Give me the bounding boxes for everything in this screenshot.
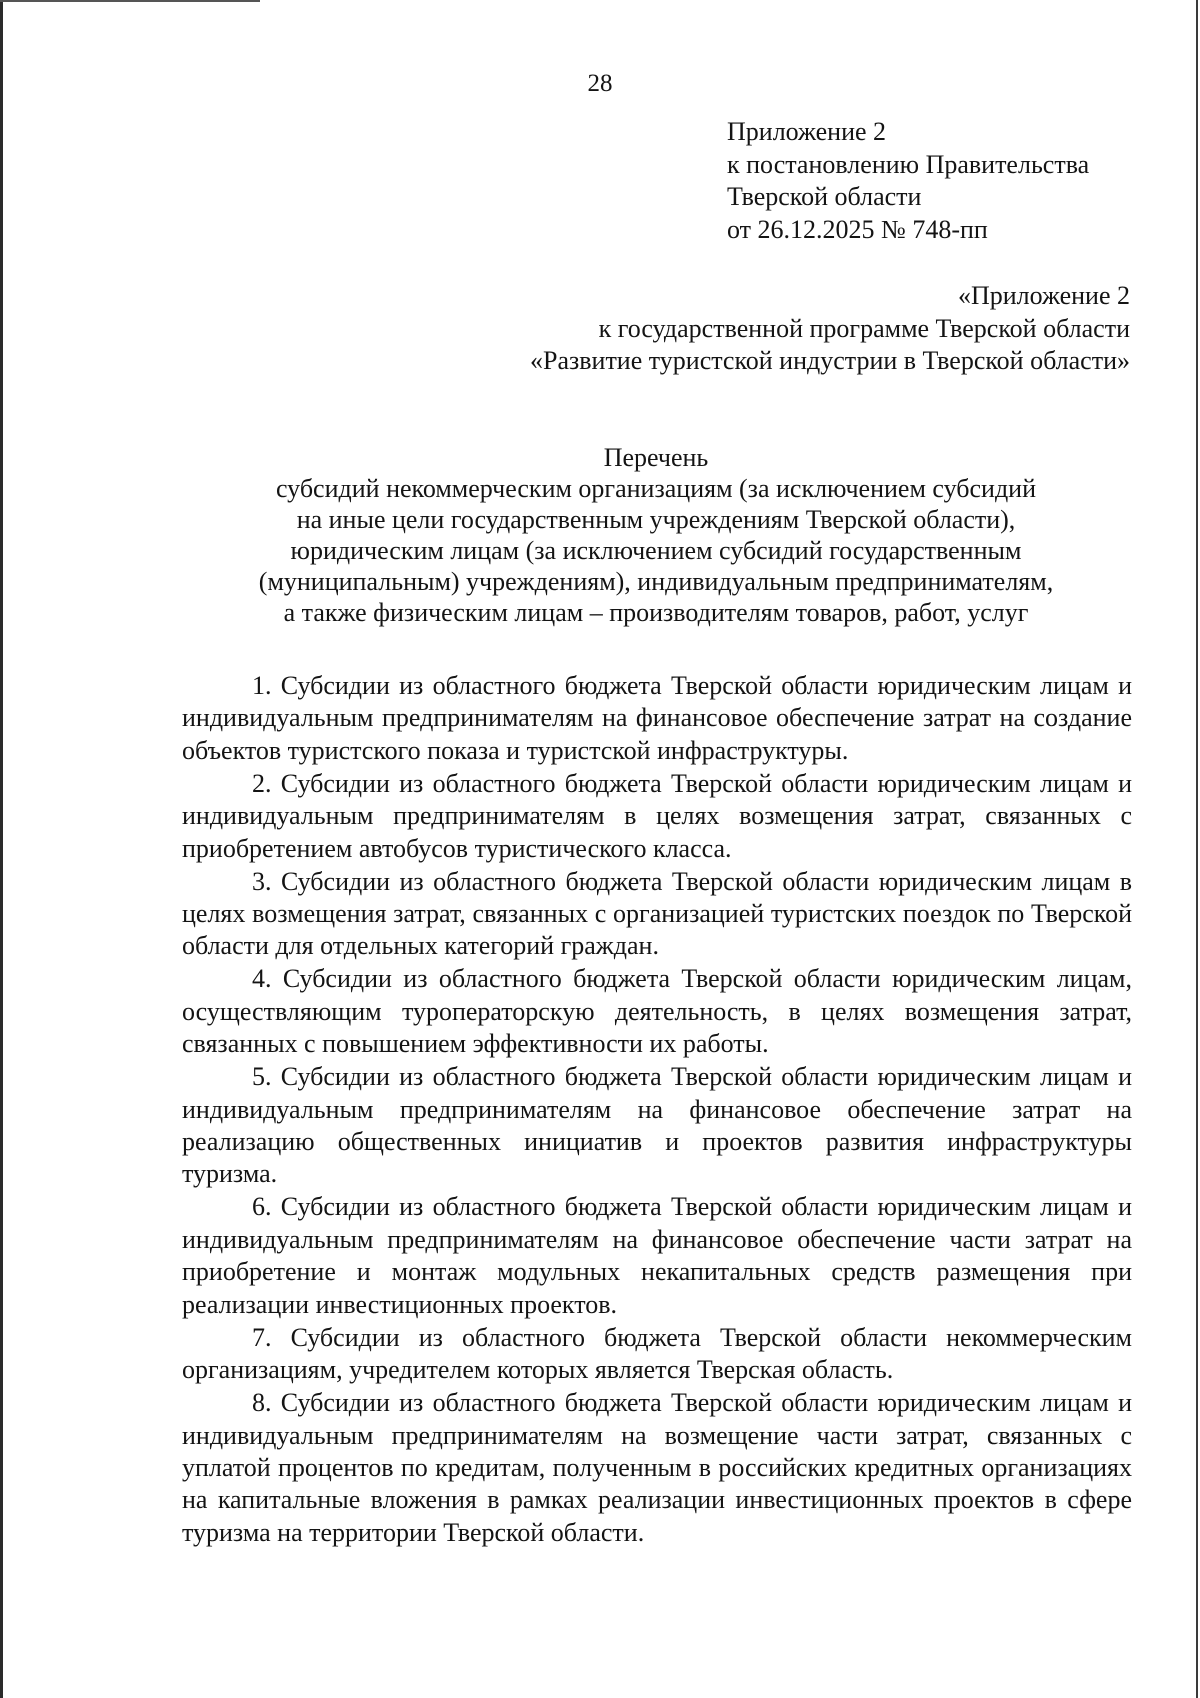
list-item: 8. Субсидии из областного бюджета Тверской области юридическим лицам и индивидуальным предпринимателям на возмещение части затрат, связанных с уплатой процентов по кредитам, полученным в российских кредитных организациях на капитальные вложения в рамках реализации инвестиционных проектов в сфере туризма на территории Тверской области. bbox=[182, 1388, 1132, 1547]
program-ref-line: «Развитие туристской индустрии в Тверской области» bbox=[529, 346, 1130, 375]
title-line: (муниципальным) учреждениям), индивидуальным предпринимателям, bbox=[258, 567, 1054, 596]
program-reference bbox=[530, 280, 1130, 378]
list-item: 7. Субсидии из областного бюджета Тверской области некоммерческим организациям, учредителем которых является Тверская область. bbox=[182, 1322, 1132, 1385]
program-ref-line: «Приложение 2 bbox=[957, 281, 1130, 310]
title-line: юридическим лицам (за исключением субсидий государственным bbox=[290, 536, 1022, 565]
appendix-line: Тверской области bbox=[727, 182, 922, 211]
list-item: 5. Субсидии из областного бюджета Тверской области юридическим лицам и индивидуальным предпринимателям на финансовое обеспечение затрат на реализацию общественных инициатив и проектов развития инфраструктуры туризма. bbox=[182, 1062, 1132, 1189]
list-item: 4. Субсидии из областного бюджета Тверской области юридическим лицам, осуществляющим туроператорскую деятельность, в целях возмещения затрат, связанных с повышением эффективности их работы. bbox=[182, 964, 1132, 1059]
program-ref-line: к государственной программе Тверской области bbox=[598, 313, 1130, 343]
scan-edge-left bbox=[0, 0, 3, 1698]
page-number: 28 bbox=[587, 70, 613, 97]
title-line: субсидий некоммерческим организациям (за исключением субсидий bbox=[275, 474, 1037, 503]
list-item: 1. Субсидии из областного бюджета Тверской области юридическим лицам и индивидуальным предпринимателям на финансовое обеспечение затрат на создание объектов туристского показа и туристской инфраструктуры. bbox=[182, 671, 1132, 765]
appendix-line: к постановлению Правительства bbox=[727, 149, 1090, 179]
subsidy-list bbox=[182, 670, 1132, 1549]
title-line: а также физическим лицам – производителям товаров, работ, услуг bbox=[283, 598, 1029, 627]
title-heading: Перечень bbox=[603, 443, 709, 472]
list-item: 3. Субсидии из областного бюджета Тверской области юридическим лицам в целях возмещения затрат, связанных с организацией туристских поездок по Тверской области для отдельных категорий граждан. bbox=[182, 866, 1132, 961]
scan-edge-top bbox=[0, 0, 260, 2]
title-line: на иные цели государственным учреждениям Тверской области), bbox=[296, 505, 1016, 534]
scan-edge-right bbox=[1196, 0, 1198, 1698]
appendix-line: от 26.12.2025 № 748-пп bbox=[727, 214, 988, 244]
document-title bbox=[150, 442, 1162, 628]
appendix-header bbox=[727, 116, 1089, 246]
list-item: 6. Субсидии из областного бюджета Тверской области юридическим лицам и индивидуальным предпринимателям на финансовое обеспечение части затрат на приобретение и монтаж модульных некапитальных средств размещения при реализации инвестиционных проектов. bbox=[182, 1192, 1132, 1319]
appendix-line: Приложение 2 bbox=[727, 117, 887, 146]
list-item: 2. Субсидии из областного бюджета Тверской области юридическим лицам и индивидуальным предпринимателям в целях возмещения затрат, связанных с приобретением автобусов туристического класса. bbox=[182, 768, 1132, 863]
